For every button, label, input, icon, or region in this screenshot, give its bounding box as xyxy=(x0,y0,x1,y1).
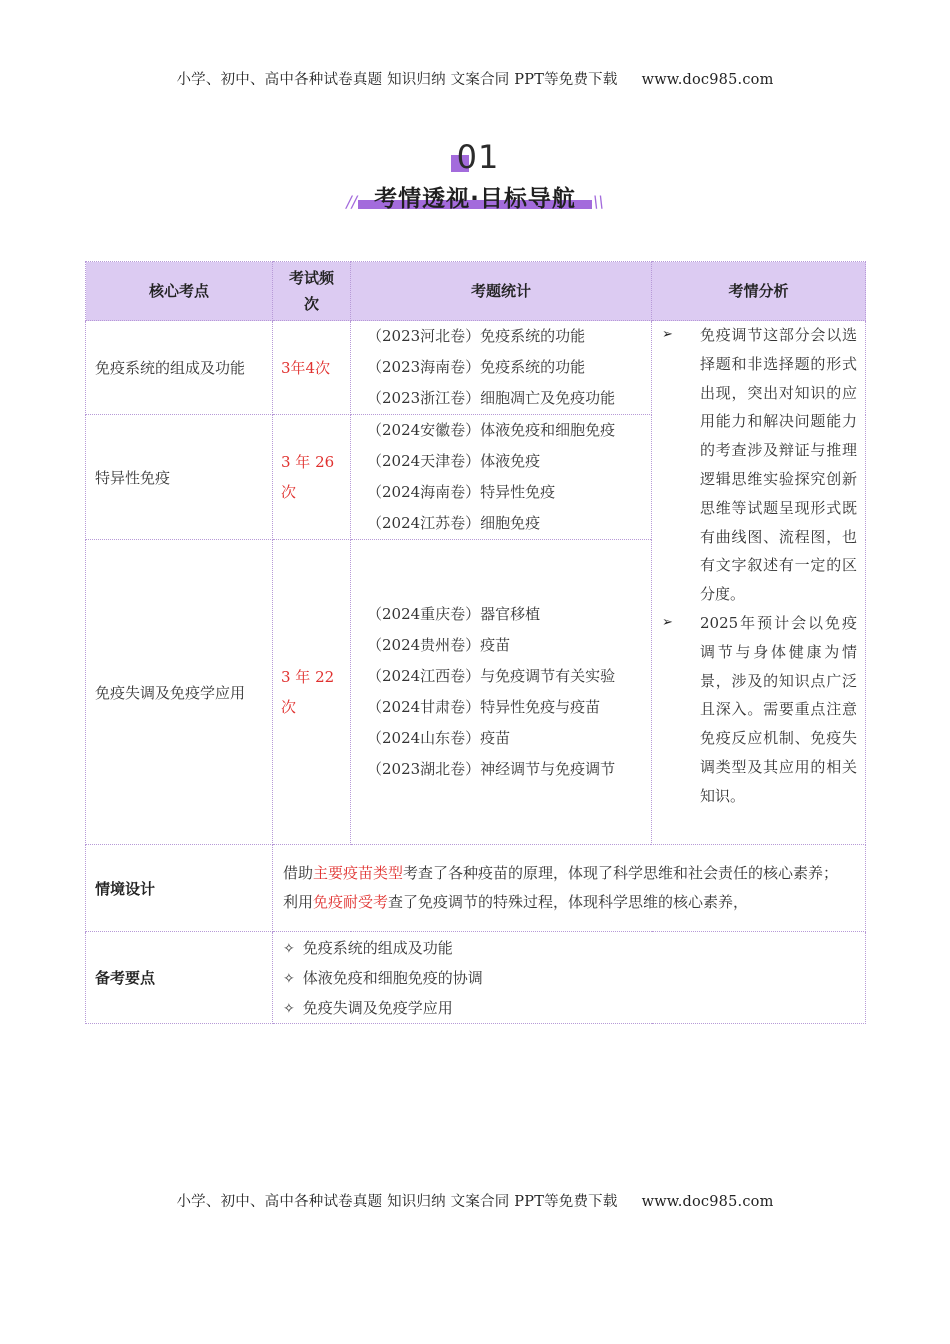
stat-line: （2023湖北卷）神经调节与免疫调节 xyxy=(367,760,616,778)
stat-line: （2023浙江卷）细胞凋亡及免疫功能 xyxy=(367,389,616,407)
stat-line: （2024天津卷）体液免疫 xyxy=(367,452,541,470)
header-freq: 考试频次 xyxy=(273,262,351,321)
stats-cell xyxy=(351,415,652,540)
section-number: 01 xyxy=(451,138,500,178)
analysis-item: ➢ 免疫调节这部分会以选择题和非选择题的形式出现，突出对知识的应用能力和解决问题能力的考查涉及辩证与推理逻辑思维实验探究创新思维等试题呈现形式既有曲线图、流程图，也有文字叙述有一定的区分度。 xyxy=(658,321,857,609)
scenario-line: 借助主要疫苗类型考查了各种疫苗的原理，体现了科学思维和社会责任的核心素养； xyxy=(283,864,839,882)
stat-line: （2024江苏卷）细胞免疫 xyxy=(367,514,541,532)
prep-list xyxy=(273,932,866,1024)
stat-line: （2024海南卷）特异性免疫 xyxy=(367,483,556,501)
arrow-bullet-icon: ➢ xyxy=(662,614,673,630)
freq-cell: 3年4次 xyxy=(273,321,351,415)
title-deco-left: // xyxy=(346,192,358,211)
freq-cell: 3 年 22 次 xyxy=(273,540,351,845)
diamond-bullet-icon: ✧ xyxy=(283,940,295,957)
header-analysis: 考情分析 xyxy=(652,262,866,321)
stat-line: （2024江西卷）与免疫调节有关实验 xyxy=(367,667,616,685)
scenario-row xyxy=(86,845,866,932)
stat-line: （2023海南卷）免疫系统的功能 xyxy=(367,358,586,376)
analysis-item: ➢ 2025年预计会以免疫调节与身体健康为情景，涉及的知识点广泛且深入。需要重点注意免疫反应机制、免疫失调类型及其应用的相关知识。 xyxy=(658,609,857,811)
scenario-highlight: 主要疫苗类型 xyxy=(313,864,404,882)
stat-line: （2023河北卷）免疫系统的功能 xyxy=(367,327,586,345)
freq-cell: 3 年 26 次 xyxy=(273,415,351,540)
scenario-text xyxy=(273,845,866,932)
page-footer xyxy=(0,1190,950,1211)
header-site[interactable]: www.doc985.com xyxy=(641,72,774,88)
exam-analysis-table xyxy=(85,261,866,1024)
prep-row xyxy=(86,932,866,1024)
analysis-cell xyxy=(652,321,866,845)
topic-cell: 免疫失调及免疫学应用 xyxy=(86,540,273,845)
stat-line: （2024贵州卷）疫苗 xyxy=(367,636,511,654)
arrow-bullet-icon: ➢ xyxy=(662,327,673,342)
table-header-row xyxy=(86,262,866,321)
footer-site[interactable]: www.doc985.com xyxy=(641,1194,774,1210)
diamond-bullet-icon: ✧ xyxy=(283,1000,295,1017)
stats-cell xyxy=(351,540,652,845)
footer-text: 小学、初中、高中各种试卷真题 知识归纳 文案合同 PPT等免费下载 xyxy=(176,1194,618,1210)
stats-cell xyxy=(351,321,652,415)
topic-cell: 特异性免疫 xyxy=(86,415,273,540)
stat-line: （2024山东卷）疫苗 xyxy=(367,729,511,747)
table-row xyxy=(86,321,866,415)
stat-line: （2024重庆卷）器官移植 xyxy=(367,605,541,623)
prep-item: ✧ 体液免疫和细胞免疫的协调 xyxy=(283,968,483,987)
prep-label: 备考要点 xyxy=(86,932,273,1024)
page-header xyxy=(0,68,950,89)
prep-item: ✧ 免疫失调及免疫学应用 xyxy=(283,998,453,1017)
topic-cell: 免疫系统的组成及功能 xyxy=(86,321,273,415)
scenario-label: 情境设计 xyxy=(86,845,273,932)
prep-item: ✧ 免疫系统的组成及功能 xyxy=(283,938,453,957)
diamond-bullet-icon: ✧ xyxy=(283,970,295,987)
header-text: 小学、初中、高中各种试卷真题 知识归纳 文案合同 PPT等免费下载 xyxy=(176,72,618,88)
section-title-text: 考情透视·目标导航 xyxy=(374,186,576,212)
stat-line: （2024安徽卷）体液免疫和细胞免疫 xyxy=(367,421,616,439)
scenario-highlight: 免疫耐受考 xyxy=(313,893,389,911)
header-stats: 考题统计 xyxy=(351,262,652,321)
title-deco-right: \\ xyxy=(592,192,604,211)
header-topic: 核心考点 xyxy=(86,262,273,321)
stat-line: （2024甘肃卷）特异性免疫与疫苗 xyxy=(367,698,601,716)
scenario-line: 利用免疫耐受考查了免疫调节的特殊过程，体现科学思维的核心素养， xyxy=(283,893,749,911)
section-title xyxy=(346,180,604,213)
section-title-block xyxy=(0,138,950,213)
